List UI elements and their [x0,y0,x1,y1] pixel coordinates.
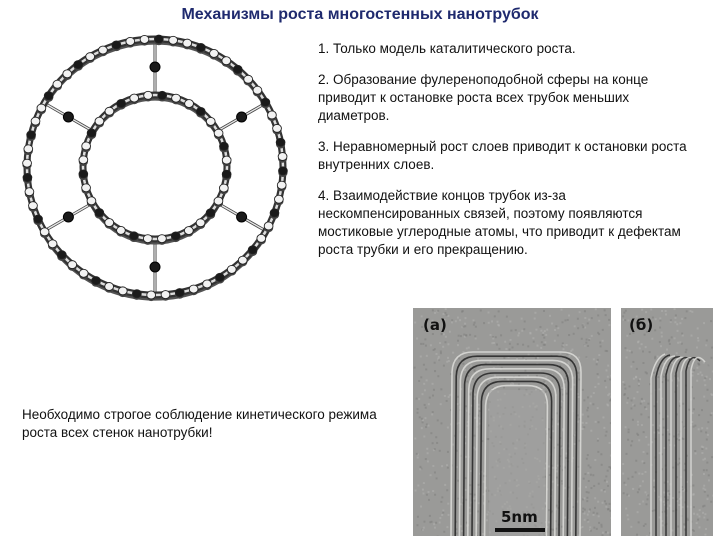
page-title: Механизмы роста многостенных нанотрубок [181,6,539,23]
inner-tube-ring [79,91,232,245]
mechanism-item-2: 2. Образование фулереноподобной сферы на конце приводит к остановке роста всех трубок меньших диаметров. [318,72,649,123]
bridging-atoms-layer [44,39,266,295]
panel-label-a: (a) [423,316,447,334]
tem-image-b [621,308,713,536]
tem-image-a [413,308,611,536]
scale-label: 5nm [501,508,538,526]
mechanism-item-1: 1. Только модель каталитического роста. [318,41,576,56]
panel-label-b: (б) [629,316,654,334]
mechanism-list [318,40,703,272]
mechanism-item-3: 3. Неравномерный рост слоев приводит к остановки роста внутренних слоев. [318,139,687,172]
kinetic-regime-note: Необходимо строгое соблюдение кинетического режима роста всех стенок нанотрубки! [22,407,377,440]
tem-micrograph-a [413,308,611,536]
nanotube-cross-section-model [10,22,300,312]
scale-bar [495,528,545,532]
mechanism-item-4: 4. Взаимодействие концов трубок из-за нескомпенсированных связей, поэтому появляются мостиковые углеродные атомы, что приводит к дефектам роста трубки и его прекращению. [318,188,681,257]
tem-micrograph-b [621,308,713,536]
